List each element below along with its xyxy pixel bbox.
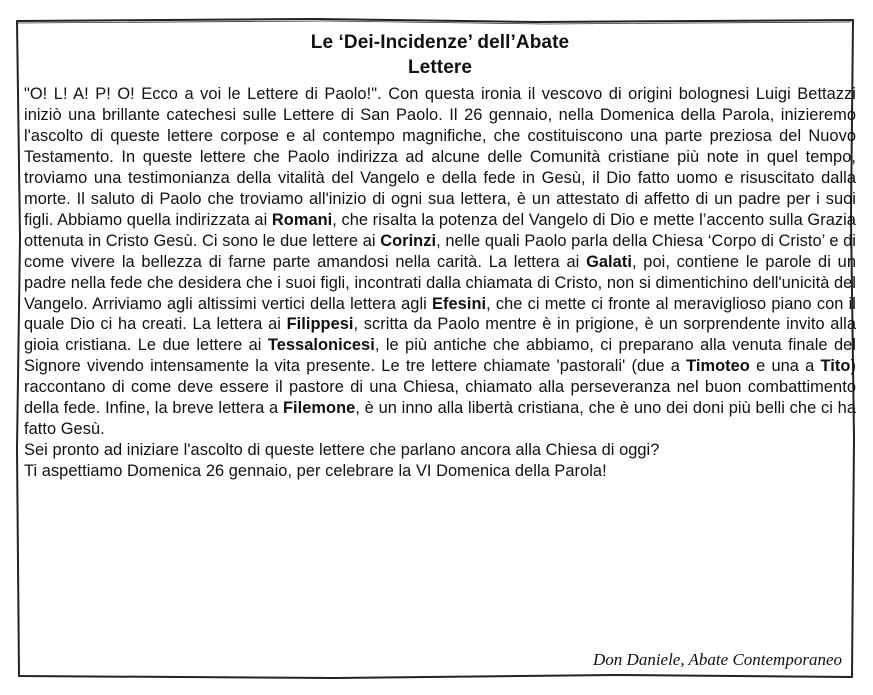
text-run: , poi, contiene le parole di un padre nella fede che desidera che i suoi figli, incontrati dalla chiamata di Cristo, non si dimentichino dell'unicità del Vangelo. Arriviamo agli altissimi vertici della lettera agli xyxy=(24,252,857,313)
highlight-tessalonicesi: Tessalonicesi xyxy=(267,336,375,355)
text-run: ) raccontano di come deve essere il pastore di una Chiesa, chiamato alla perseveranza nel buon combattimento della fede. Infine, la breve lettera a xyxy=(24,357,856,418)
article-body xyxy=(24,84,856,482)
highlight-timoteo: Timoteo xyxy=(686,357,750,376)
paragraph-question: Sei pronto ad iniziare l'ascolto di queste lettere che parlano ancora alla Chiesa di oggi? xyxy=(24,441,660,460)
text-run: e una a xyxy=(749,357,821,376)
page-title: Le ‘Dei-Incidenze’ dell’Abate xyxy=(310,32,570,53)
highlight-romani: Romani xyxy=(271,210,333,229)
text-run: , scritta da Paolo mentre è in prigione, è un sorprendente invito alla gioia cristiana. Le due lettere ai xyxy=(24,315,856,355)
text-run: , è un inno alla libertà cristiana, che è uno dei doni più belli che ci ha fatto Gesù. xyxy=(24,399,857,439)
text-run: , che risalta la potenza del Vangelo di Dio e mette l’accento sulla Grazia ottenuta in Cristo Gesù. Ci sono le due lettere ai xyxy=(24,210,856,250)
paragraph-main xyxy=(24,84,856,440)
highlight-galati: Galati xyxy=(586,252,632,271)
paragraph-invitation: Ti aspettiamo Domenica 26 gennaio, per celebrare la VI Domenica della Parola! xyxy=(24,462,607,481)
text-run: "O! L! A! P! O! Ecco a voi le Lettere di Paolo!". Con questa ironia il vescovo di origini bolognesi Luigi Bettazzi iniziò una brillante catechesi sulle Lettere di San Paolo. Il 26 gennaio, nella Domenica della Parola, inizieremo l'ascolto di queste lettere corpose e al contempo magnifiche, che costituiscono una parte preziosa del Nuovo Testamento. In queste lettere che Paolo indirizza ad alcune delle Comunità cristiane più note in quel tempo, troviamo una testimonianza della vitalità del Vangelo e della fede in Gesù, il Dio fatto uomo e risuscitato dalla morte. Il saluto di Paolo che troviamo all'inizio di ogni sua lettera, è un attestato di affetto di un padre per i suoi figli. Abbiamo quella indirizzata ai xyxy=(24,85,856,229)
highlight-filemone: Filemone xyxy=(282,399,356,418)
highlight-tito: Tito xyxy=(820,357,851,376)
highlight-filippesi: Filippesi xyxy=(286,315,354,334)
highlight-efesini: Efesini xyxy=(432,294,487,313)
text-run: , che ci mette ci fronte al meraviglioso piano con il quale Dio ci ha creati. La lettera ai xyxy=(24,294,856,334)
highlight-corinzi: Corinzi xyxy=(380,231,437,250)
signature: Don Daniele, Abate Contemporaneo xyxy=(593,650,842,669)
text-run: , nelle quali Paolo parla della Chiesa ‘Corpo di Cristo’ e di come vivere la bellezza di farne parte amandosi nella carità. La lettera ai xyxy=(24,231,856,271)
page-subtitle: Lettere xyxy=(407,57,473,78)
text-run: , le più antiche che abbiamo, ci preparano alla venuta finale del Signore vivendo intensamente la vita presente. Le tre lettere chiamate 'pastorali' (due a xyxy=(24,336,856,376)
article xyxy=(24,30,856,680)
